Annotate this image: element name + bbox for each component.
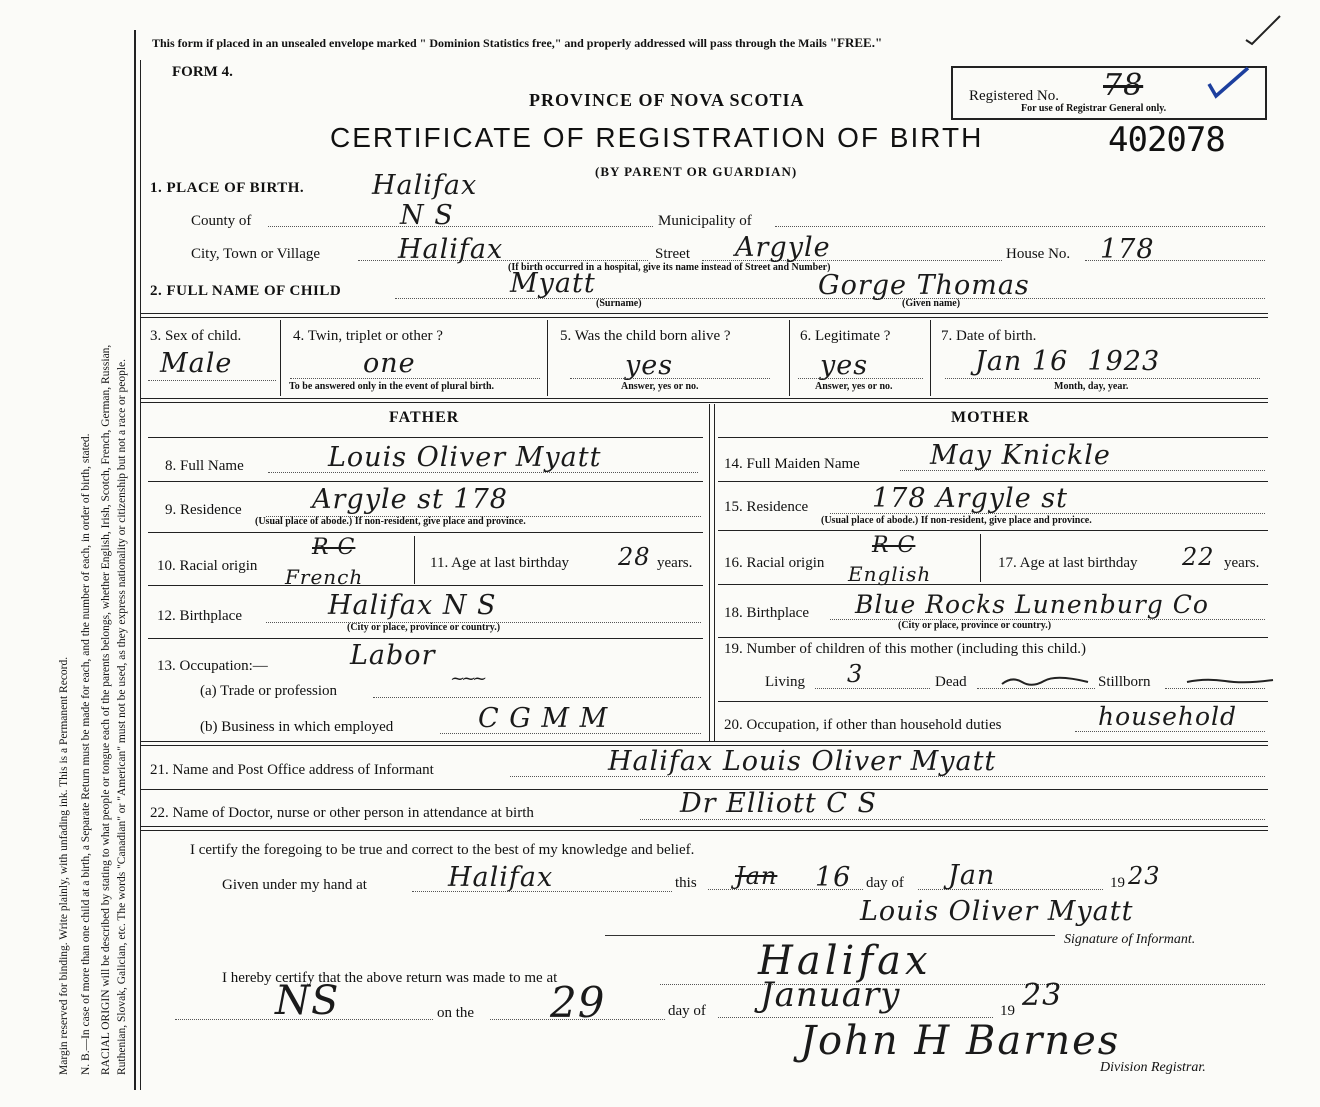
division-registrar-caption: Division Registrar. (1100, 1060, 1206, 1075)
informant-label: 21. Name and Post Office address of Informant (150, 762, 434, 778)
margin-binding-note: Margin reserved for binding. Write plainly, with unfading ink. This is a Permanent Record. (58, 656, 70, 1075)
registrar-place2-value: NS (275, 978, 340, 1024)
dead-label: Dead (935, 674, 967, 690)
registered-number: 78 (1103, 68, 1144, 103)
city-value: Halifax (398, 234, 504, 265)
mother-age-label: 17. Age at last birthday (998, 555, 1138, 571)
living-value: 3 (847, 660, 864, 688)
father-age-label: 11. Age at last birthday (430, 555, 569, 571)
informant-signature-caption: Signature of Informant. (1064, 932, 1196, 947)
father-business-label: (b) Business in which employed (200, 719, 394, 735)
twin-note: To be answered only in the event of plural birth. (289, 381, 495, 392)
twin-label: 4. Twin, triplet or other ? (293, 328, 443, 344)
postal-notice: This form if placed in an unsealed envelope marked " Dominion Statistics free," and properly addressed will pass through the Mails "FREE." (152, 35, 883, 50)
father-residence-label: 9. Residence (165, 502, 242, 518)
father-name-label: 8. Full Name (165, 458, 244, 474)
born-alive-value: yes (625, 350, 674, 381)
dead-dash-mark (1000, 674, 1090, 688)
mother-birthplace-label: 18. Birthplace (724, 605, 809, 621)
mother-birthplace-note: (City or place, province or country.) (898, 620, 1052, 631)
sex-value: Male (160, 348, 233, 379)
father-occupation-label: 13. Occupation:— (157, 658, 268, 674)
month-value: Jan (948, 860, 996, 891)
this-label: this (675, 875, 697, 891)
county-value: N S (400, 200, 454, 231)
registrar-year-prefix: 19 (1000, 1003, 1015, 1019)
mother-name-label: 14. Full Maiden Name (724, 456, 860, 472)
doctor-value: Dr Elliott C S (680, 788, 878, 819)
mother-racial-origin-struck: R C (872, 533, 916, 558)
registrar-statement: I hereby certify that the above return was made to me at (222, 970, 558, 986)
mother-residence-note: (Usual place of abode.) If non-resident, give place and province. (821, 515, 1092, 526)
born-alive-note: Answer, yes or no. (621, 381, 699, 392)
page-title: CERTIFICATE OF REGISTRATION OF BIRTH (330, 122, 984, 153)
province-heading: PROVINCE OF NOVA SCOTIA (529, 90, 805, 110)
place-of-birth-value: Halifax (372, 170, 478, 201)
mother-heading: MOTHER (951, 409, 1030, 426)
living-label: Living (765, 674, 805, 690)
margin-multiple-births-note: N. B.—In case of more than one child at a birth, a Separate Return must be made for each, and the number of each, in order of birth, stated. (80, 433, 92, 1075)
father-racial-origin-label: 10. Racial origin (157, 558, 258, 574)
registrar-day-value: 29 (550, 978, 606, 1027)
father-birthplace-value: Halifax N S (328, 590, 497, 621)
father-birthplace-label: 12. Birthplace (157, 608, 242, 624)
this-day-value: 16 (815, 862, 852, 893)
father-residence-note: (Usual place of abode.) If non-resident, give place and province. (255, 516, 526, 527)
registrar-month-value: January (760, 975, 901, 1015)
check-mark-icon (1244, 14, 1284, 46)
mother-racial-origin-value: English (848, 562, 932, 586)
dob-label: 7. Date of birth. (941, 328, 1037, 344)
dob-note: Month, day, year. (1054, 381, 1129, 392)
father-age-unit: years. (657, 555, 693, 571)
dob-value: Jan 16 1923 (975, 346, 1161, 377)
street-note: (If birth occurred in a hospital, give its name instead of Street and Number) (508, 262, 831, 273)
mother-birthplace-value: Blue Rocks Lunenburg Co (855, 590, 1209, 619)
child-given-name: Gorge Thomas (818, 270, 1030, 301)
given-under-label: Given under my hand at (222, 877, 367, 893)
legitimate-value: yes (820, 350, 869, 381)
father-name-value: Louis Oliver Myatt (328, 442, 602, 473)
street-value: Argyle (735, 232, 831, 263)
legitimate-label: 6. Legitimate ? (800, 328, 891, 344)
mother-racial-origin-label: 16. Racial origin (724, 555, 825, 571)
county-label: County of (191, 213, 252, 229)
sex-label: 3. Sex of child. (150, 328, 242, 344)
subtitle: (BY PARENT OR GUARDIAN) (595, 164, 798, 179)
city-label: City, Town or Village (191, 246, 321, 262)
mother-age-unit: years. (1224, 555, 1260, 571)
this-struck-value: Jan (735, 862, 778, 890)
stillborn-label: Stillborn (1098, 674, 1151, 690)
registrar-place-value: Halifax (758, 938, 932, 984)
year-suffix: 23 (1128, 862, 1161, 890)
house-number-label: House No. (1006, 246, 1071, 262)
father-trade-label: (a) Trade or profession (200, 683, 338, 699)
mother-residence-value: 178 Argyle st (872, 483, 1068, 514)
father-residence-value: Argyle st 178 (312, 484, 508, 515)
margin-racial-origin-note: RACIAL ORIGIN will be described by stating to what people or tongue each of the parents belongs, whether English, Irish, Scotch, French, German, Russian, (100, 344, 112, 1075)
surname-caption: (Surname) (596, 298, 642, 309)
mother-name-value: May Knickle (930, 440, 1111, 471)
stillborn-dash-mark (1185, 674, 1275, 688)
house-number-value: 178 (1100, 234, 1155, 265)
father-racial-origin-value: French (285, 565, 364, 589)
father-trade-value: ~~~ (450, 668, 484, 689)
father-business-value: C G M M (478, 703, 609, 734)
margin-racial-origin-note-2: Ruthenian, Slovak, Galician, etc. The words "Canadian" or "American" must not be used, as they express nationality or citizenship but not a race or people. (116, 358, 128, 1075)
father-heading: FATHER (389, 409, 460, 426)
mother-children-label: 19. Number of children of this mother (including this child.) (724, 641, 1087, 657)
child-surname: Myatt (510, 268, 596, 299)
father-birthplace-note: (City or place, province or country.) (347, 622, 501, 633)
form-left-border (140, 60, 141, 1090)
father-occupation-value: Labor (350, 640, 436, 671)
registrar-year-suffix: 23 (1022, 978, 1063, 1013)
mother-occupation-value: household (1098, 702, 1238, 731)
father-age-value: 28 (618, 543, 651, 571)
registered-box (951, 66, 1267, 120)
born-alive-label: 5. Was the child born alive ? (560, 328, 731, 344)
informant-value: Halifax Louis Oliver Myatt (608, 746, 997, 777)
street-label: Street (655, 246, 690, 262)
mother-residence-label: 15. Residence (724, 499, 809, 515)
given-place-value: Halifax (448, 862, 554, 893)
certify-statement: I certify the foregoing to be true and correct to the best of my knowledge and belief. (190, 842, 695, 858)
place-of-birth-label: 1. PLACE OF BIRTH. (150, 180, 305, 196)
registrar-day-of-label: day of (668, 1003, 706, 1019)
binding-margin-line (134, 30, 136, 1090)
blue-check-mark-icon (1206, 66, 1252, 100)
registrar-signature: John H Barnes (800, 1018, 1121, 1064)
twin-value: one (363, 348, 416, 379)
legitimate-note: Answer, yes or no. (815, 381, 893, 392)
given-name-caption: (Given name) (902, 298, 961, 309)
mother-occupation-label: 20. Occupation, if other than household duties (724, 717, 1002, 733)
child-name-label: 2. FULL NAME OF CHILD (150, 283, 342, 299)
father-racial-origin-struck: R C (312, 535, 356, 560)
on-the-label: on the (437, 1005, 475, 1021)
mother-age-value: 22 (1182, 543, 1215, 571)
form-number: FORM 4. (172, 64, 233, 80)
certificate-number: 402078 (1108, 120, 1225, 160)
informant-signature: Louis Oliver Myatt (860, 896, 1134, 927)
registered-note: For use of Registrar General only. (1021, 103, 1167, 114)
year-prefix: 19 (1110, 875, 1125, 891)
municipality-label: Municipality of (658, 213, 752, 229)
day-of-label: day of (866, 875, 904, 891)
doctor-label: 22. Name of Doctor, nurse or other person in attendance at birth (150, 805, 534, 821)
registered-label: Registered No. (969, 88, 1059, 104)
